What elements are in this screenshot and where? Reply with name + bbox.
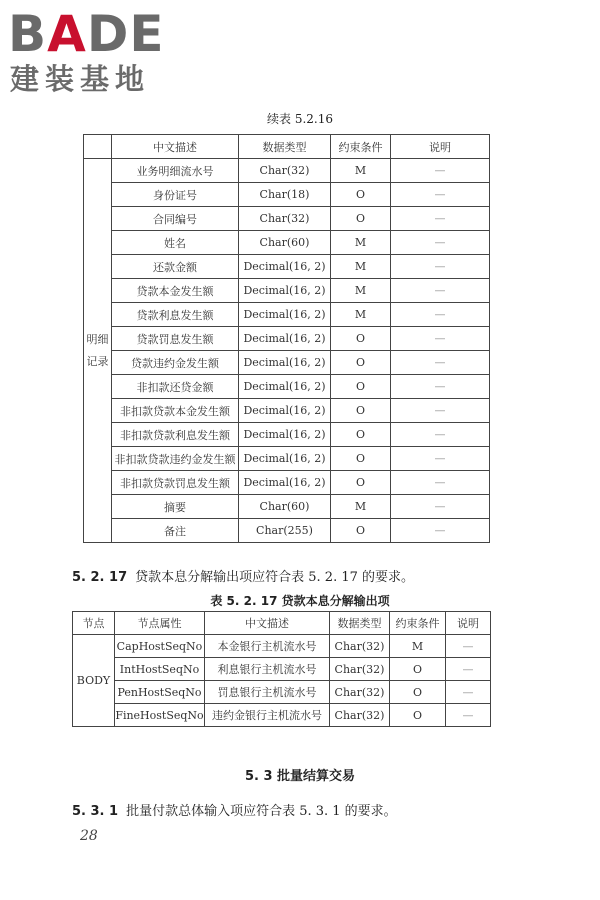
table-row [84,327,490,351]
header-cell: 约束条件 [331,135,391,159]
table-cell: O [390,704,446,727]
table-cell: 姓名 [112,231,239,255]
header-cell: 节点 [73,612,115,635]
table-cell: M [331,159,391,183]
table2-caption: 表 5. 2. 17 贷款本息分解输出项 [210,594,390,608]
table-cell: Decimal(16, 2) [239,279,331,303]
table-row [84,447,490,471]
table-cell: O [331,519,391,543]
table-cell: Decimal(16, 2) [239,471,331,495]
table-cell: 贷款本金发生额 [112,279,239,303]
table-cell: Char(32) [239,207,331,231]
table-cell: O [331,423,391,447]
table-cell: PenHostSeqNo [115,681,205,704]
table-cell: — [391,471,490,495]
table-cell: Char(32) [330,658,390,681]
header-cell: 约束条件 [390,612,446,635]
logo-subtitle: 建装基地 [10,62,151,96]
header-cell: 说明 [391,135,490,159]
node-cell: BODY [73,635,115,727]
table-row [84,423,490,447]
table-cell: — [391,159,490,183]
table-cell: — [391,303,490,327]
group-label-line: 记录 [86,354,109,368]
table-cell: 摘要 [112,495,239,519]
table-cell: O [331,471,391,495]
table-cell: M [331,231,391,255]
table-cell: — [446,658,491,681]
table-cell: Char(60) [239,231,331,255]
table-row [84,207,490,231]
header-blank-cell [84,135,112,159]
page-number: 28 [80,828,98,844]
table-5-2-16-continued [83,134,490,543]
table-row [84,471,490,495]
paragraph-5-3-1 [72,800,397,819]
table-cell: 利息银行主机流水号 [205,658,330,681]
table-cell: 身份证号 [112,183,239,207]
table-cell: 非扣款贷款利息发生额 [112,423,239,447]
table-cell: — [391,207,490,231]
table-cell: — [446,635,491,658]
header-cell: 中文描述 [205,612,330,635]
table-row [84,303,490,327]
clause-text: 贷款本息分解输出项应符合表 5. 2. 17 的要求。 [135,570,415,585]
table-cell: Char(255) [239,519,331,543]
table-cell: — [391,231,490,255]
table-cell: 非扣款还贷金额 [112,375,239,399]
header-cell: 中文描述 [112,135,239,159]
table-cell: Char(60) [239,495,331,519]
table-cell: — [391,423,490,447]
table-cell: O [331,399,391,423]
table-row [73,704,491,727]
brand-logo [8,6,188,96]
table-cell: 合同编号 [112,207,239,231]
table-cell: Char(32) [330,681,390,704]
table-cell: Char(18) [239,183,331,207]
group-label-cell [84,159,112,543]
table-row [84,351,490,375]
table-cell: M [331,279,391,303]
section-heading: 5. 3 批量结算交易 [244,769,356,784]
table-cell: — [391,279,490,303]
table-cell: — [391,447,490,471]
table-cell: 非扣款贷款罚息发生额 [112,471,239,495]
table-cell: O [331,375,391,399]
header-cell: 数据类型 [330,612,390,635]
table-row [84,375,490,399]
table-header-row [73,612,491,635]
table-cell: 贷款违约金发生额 [112,351,239,375]
table-cell: 非扣款贷款本金发生额 [112,399,239,423]
table-cell: Char(32) [330,704,390,727]
table-cell: O [390,681,446,704]
table-cell: — [391,375,490,399]
table-cell: Decimal(16, 2) [239,351,331,375]
table-row [73,635,491,658]
table-cell: M [390,635,446,658]
paragraph-5-2-17 [72,566,414,585]
table-cell: 非扣款贷款违约金发生额 [112,447,239,471]
table-cell: Decimal(16, 2) [239,375,331,399]
table-cell: — [391,495,490,519]
table-cell: O [390,658,446,681]
table-cell: 违约金银行主机流水号 [205,704,330,727]
table-5-2-17 [72,611,491,727]
table-cell: Decimal(16, 2) [239,447,331,471]
table-cell: Char(32) [239,159,331,183]
table-cell: Decimal(16, 2) [239,423,331,447]
table-row [84,159,490,183]
table-cell: IntHostSeqNo [115,658,205,681]
table-cell: O [331,351,391,375]
table-cell: — [391,519,490,543]
table-header-row [84,135,490,159]
table-cell: Decimal(16, 2) [239,303,331,327]
table-cell: FineHostSeqNo [115,704,205,727]
clause-number: 5. 2. 17 [72,570,128,585]
header-cell: 节点属性 [115,612,205,635]
table-cell: M [331,255,391,279]
header-cell: 说明 [446,612,491,635]
table-row [84,231,490,255]
table-row [84,495,490,519]
clause-text: 批量付款总体输入项应符合表 5. 3. 1 的要求。 [126,804,397,819]
table-cell: Char(32) [330,635,390,658]
table-cell: 业务明细流水号 [112,159,239,183]
table-row [73,658,491,681]
table-cell: O [331,327,391,351]
table-row [84,255,490,279]
table-cell: 备注 [112,519,239,543]
table-cell: Decimal(16, 2) [239,327,331,351]
header-cell: 数据类型 [239,135,331,159]
table-cell: — [391,255,490,279]
table-cell: Decimal(16, 2) [239,255,331,279]
table1-caption: 续表 5.2.16 [267,112,333,126]
table-row [84,399,490,423]
table-cell: Decimal(16, 2) [239,399,331,423]
clause-number: 5. 3. 1 [72,804,119,819]
table-cell: — [446,704,491,727]
table-cell: O [331,447,391,471]
table-row [73,681,491,704]
table-row [84,279,490,303]
table-cell: O [331,183,391,207]
table-cell: O [331,207,391,231]
table-row [84,183,490,207]
table-cell: 贷款利息发生额 [112,303,239,327]
table-cell: — [391,351,490,375]
table-cell: M [331,495,391,519]
table-cell: 贷款罚息发生额 [112,327,239,351]
group-label-line: 明细 [86,332,109,346]
table-cell: — [391,183,490,207]
table-cell: 本金银行主机流水号 [205,635,330,658]
table-row [84,519,490,543]
table-cell: 还款金额 [112,255,239,279]
logo-wordmark: BADE [8,5,165,63]
table-cell: — [391,399,490,423]
table-cell: 罚息银行主机流水号 [205,681,330,704]
table-cell: M [331,303,391,327]
table-cell: — [446,681,491,704]
table-cell: — [391,327,490,351]
table-cell: CapHostSeqNo [115,635,205,658]
